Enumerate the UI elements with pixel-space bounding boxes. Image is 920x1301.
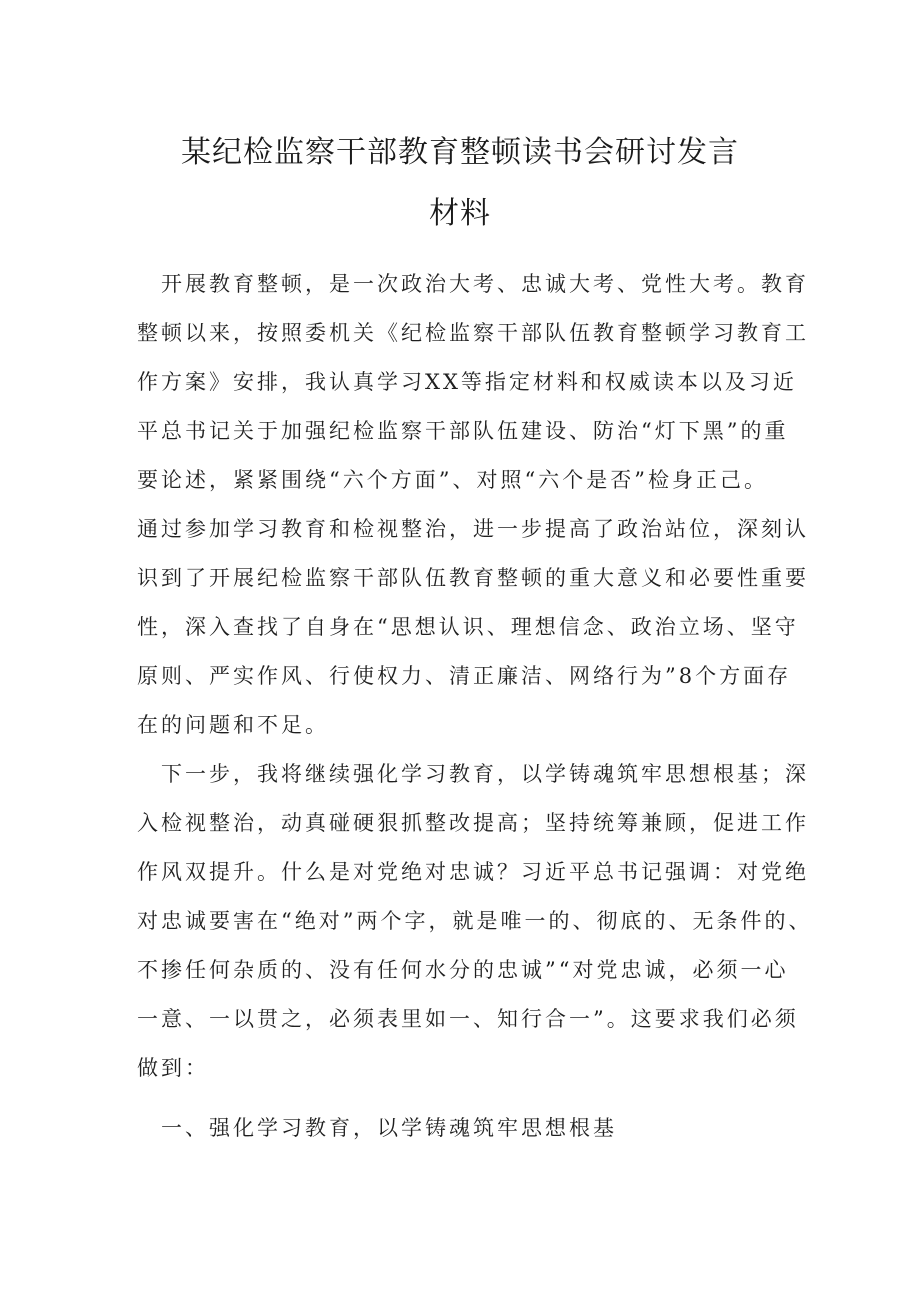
paragraph-2-line-1: 下一步，我将继续强化学习教育，以学铸魂筑牢思想根基；深 bbox=[161, 762, 809, 786]
paragraph-1-line-4: 平总书记关于加强纪检监察干部队伍建设、防治“灯下黑”的重 bbox=[137, 419, 789, 443]
paragraph-1-line-8: 性，深入查找了自身在“思想认识、理想信念、政治立场、坚守 bbox=[137, 615, 799, 639]
paragraph-1-line-9: 原则、严实作风、行使权力、清正廉洁、网络行为”8个方面存 bbox=[137, 664, 792, 688]
document-title-line-1: 某纪检监察干部教育整顿读书会研讨发言 bbox=[181, 135, 739, 170]
paragraph-2-line-2: 入检视整治，动真碰硬狠抓整改提高；坚持统筹兼顾，促进工作 bbox=[137, 811, 809, 835]
section-heading-1: 一、强化学习教育，以学铸魂筑牢思想根基 bbox=[161, 1116, 617, 1140]
paragraph-1-line-1: 开展教育整顿，是一次政治大考、忠诚大考、党性大考。教育 bbox=[161, 272, 809, 296]
paragraph-1-line-10: 在的问题和不足。 bbox=[137, 713, 329, 737]
document-title-line-2: 材料 bbox=[429, 196, 491, 231]
paragraph-1-line-3: 作方案》安排，我认真学习XX等指定材料和权威读本以及习近 bbox=[137, 370, 797, 394]
paragraph-2-line-3: 作风双提升。什么是对党绝对忠诚？习近平总书记强调：对党绝 bbox=[137, 860, 809, 884]
paragraph-2-line-7: 做到： bbox=[137, 1056, 209, 1080]
paragraph-2-line-6: 一意、一以贯之，必须表里如一、知行合一”。这要求我们必须 bbox=[137, 1007, 799, 1031]
paragraph-2-line-4: 对忠诚要害在“绝对”两个字，就是唯一的、彻底的、无条件的、 bbox=[137, 909, 813, 933]
paragraph-1-line-2: 整顿以来，按照委机关《纪检监察干部队伍教育整顿学习教育工 bbox=[137, 321, 809, 345]
paragraph-2-line-5: 不掺任何杂质的、没有任何水分的忠诚”“对党忠诚，必须一心 bbox=[137, 958, 789, 982]
paragraph-1-line-7: 识到了开展纪检监察干部队伍教育整顿的重大意义和必要性重要 bbox=[137, 566, 809, 590]
paragraph-1-line-6: 通过参加学习教育和检视整治，进一步提高了政治站位，深刻认 bbox=[137, 517, 809, 541]
paragraph-1-line-5: 要论述，紧紧围绕“六个方面”、对照“六个是否”检身正己。 bbox=[137, 468, 768, 492]
